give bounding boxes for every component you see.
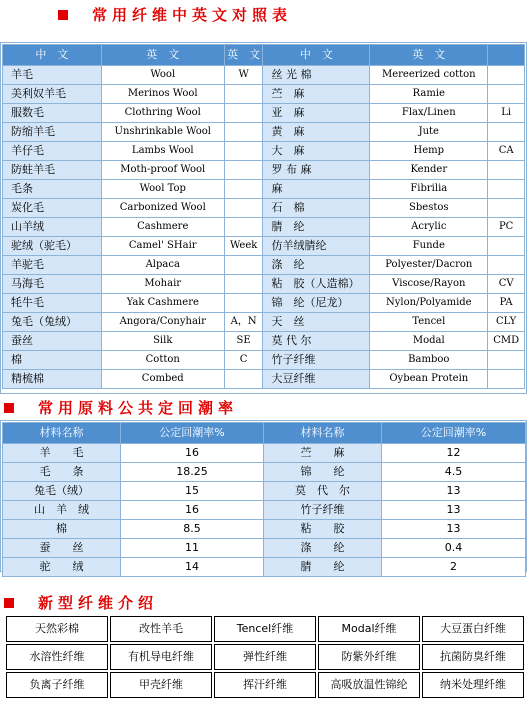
table-row bbox=[3, 66, 525, 85]
table-cell: 驼 绒 bbox=[3, 558, 121, 577]
table-row bbox=[6, 644, 524, 670]
table-cell: Ramie bbox=[370, 85, 488, 104]
table-cell: 毛条 bbox=[3, 180, 102, 199]
header-cell bbox=[488, 45, 525, 66]
table-cell bbox=[488, 351, 525, 370]
table-cell: 竹子纤维 bbox=[264, 501, 382, 520]
table-row bbox=[3, 142, 525, 161]
table-cell: 14 bbox=[121, 558, 264, 577]
section-title-fiber-names bbox=[0, 4, 529, 25]
fiber-item: 高吸放温性锦纶 bbox=[318, 672, 420, 698]
table-cell: 仿羊绒腈纶 bbox=[263, 237, 370, 256]
section-title-moisture-regain bbox=[0, 397, 529, 418]
table-cell: 粘 胶（人造棉） bbox=[263, 275, 370, 294]
table-cell: Unshrinkable Wool bbox=[101, 123, 224, 142]
table-cell: 腈 纶 bbox=[263, 218, 370, 237]
table-cell: Wool bbox=[101, 66, 224, 85]
table-row bbox=[6, 672, 524, 698]
table-cell: Modal bbox=[370, 332, 488, 351]
table-row bbox=[3, 370, 525, 389]
table-cell: Mereerized cotton bbox=[370, 66, 488, 85]
table-row bbox=[3, 539, 526, 558]
table-cell: CMD bbox=[488, 332, 525, 351]
table-cell: 精梳棉 bbox=[3, 370, 102, 389]
table-cell: 兔毛（兔绒） bbox=[3, 313, 102, 332]
table-row bbox=[3, 161, 525, 180]
table-cell bbox=[488, 85, 525, 104]
table-cell: Camel' SHair bbox=[101, 237, 224, 256]
header-cell: 英 文 bbox=[370, 45, 488, 66]
header-cell: 材料名称 bbox=[3, 423, 121, 444]
fiber-item: 水溶性纤维 bbox=[6, 644, 108, 670]
table-cell: Bamboo bbox=[370, 351, 488, 370]
table-cell: Moth-proof Wool bbox=[101, 161, 224, 180]
table-cell bbox=[488, 66, 525, 85]
section-title-text: 常用纤维中英文对照表 bbox=[92, 6, 293, 24]
table-cell: 苎 麻 bbox=[263, 85, 370, 104]
fiber-item: 大豆蛋白纤维 bbox=[422, 616, 524, 642]
table-cell: 牦牛毛 bbox=[3, 294, 102, 313]
table-cell bbox=[488, 123, 525, 142]
table-cell: W bbox=[224, 66, 263, 85]
header-cell: 中 文 bbox=[263, 45, 370, 66]
table-cell: Tencel bbox=[370, 313, 488, 332]
table-cell: 4.5 bbox=[382, 463, 526, 482]
table-cell: 马海毛 bbox=[3, 275, 102, 294]
table-cell: PC bbox=[488, 218, 525, 237]
header-cell: 公定回潮率% bbox=[121, 423, 264, 444]
table-row bbox=[3, 520, 526, 539]
table-cell: 粘 胶 bbox=[264, 520, 382, 539]
table-cell: 涤 纶 bbox=[264, 539, 382, 558]
fiber-item: 负离子纤维 bbox=[6, 672, 108, 698]
table-cell: 棉 bbox=[3, 520, 121, 539]
table-cell bbox=[224, 294, 263, 313]
table-row bbox=[3, 332, 525, 351]
table-cell: 羊仔毛 bbox=[3, 142, 102, 161]
table-row bbox=[3, 199, 525, 218]
new-fiber-grid bbox=[4, 614, 526, 700]
table-cell bbox=[224, 218, 263, 237]
table-cell: Wool Top bbox=[101, 180, 224, 199]
table-cell: 丝 光 棉 bbox=[263, 66, 370, 85]
table-cell: Silk bbox=[101, 332, 224, 351]
table-row bbox=[3, 218, 525, 237]
table-row bbox=[3, 275, 525, 294]
table-cell: Week bbox=[224, 237, 263, 256]
fiber-item: 弹性纤维 bbox=[214, 644, 316, 670]
table-cell: 美利奴羊毛 bbox=[3, 85, 102, 104]
table-cell: Fibrilia bbox=[370, 180, 488, 199]
fiber-item: 抗菌防臭纤维 bbox=[422, 644, 524, 670]
table-cell: PA bbox=[488, 294, 525, 313]
table-cell: 炭化毛 bbox=[3, 199, 102, 218]
table-cell bbox=[488, 237, 525, 256]
table-cell: CA bbox=[488, 142, 525, 161]
table-cell: Clothring Wool bbox=[101, 104, 224, 123]
table-cell: 16 bbox=[121, 444, 264, 463]
table-cell bbox=[488, 256, 525, 275]
table-cell: Merinos Wool bbox=[101, 85, 224, 104]
moisture-regain-table bbox=[2, 422, 526, 577]
table-row bbox=[3, 294, 525, 313]
table-cell: Kender bbox=[370, 161, 488, 180]
fiber-item: 挥汗纤维 bbox=[214, 672, 316, 698]
table-cell bbox=[224, 123, 263, 142]
table-cell: 大豆纤维 bbox=[263, 370, 370, 389]
table-cell: 兔毛（绒） bbox=[3, 482, 121, 501]
table-row bbox=[6, 616, 524, 642]
section-title-new-fibers bbox=[0, 592, 529, 613]
fiber-name-table bbox=[2, 44, 525, 389]
table-cell bbox=[488, 161, 525, 180]
header-cell: 公定回潮率% bbox=[382, 423, 526, 444]
table-cell bbox=[224, 104, 263, 123]
table-cell: C bbox=[224, 351, 263, 370]
table-cell: 15 bbox=[121, 482, 264, 501]
table-cell: 涤 纶 bbox=[263, 256, 370, 275]
table-cell: 13 bbox=[382, 482, 526, 501]
table-cell: Polyester/Dacron bbox=[370, 256, 488, 275]
table-cell: 8.5 bbox=[121, 520, 264, 539]
table-cell: A，N bbox=[224, 313, 263, 332]
table-cell: Sbestos bbox=[370, 199, 488, 218]
table-cell: 13 bbox=[382, 501, 526, 520]
table-cell: 羊毛 bbox=[3, 66, 102, 85]
table-cell: Viscose/Rayon bbox=[370, 275, 488, 294]
fiber-item: 防紫外纤维 bbox=[318, 644, 420, 670]
table-row bbox=[3, 313, 525, 332]
fiber-item: 甲壳纤维 bbox=[110, 672, 212, 698]
table-row bbox=[3, 558, 526, 577]
table-cell: Mohair bbox=[101, 275, 224, 294]
table-cell: 莫 代 尔 bbox=[264, 482, 382, 501]
table-cell: SE bbox=[224, 332, 263, 351]
table-cell bbox=[224, 161, 263, 180]
table-cell: 罗 布 麻 bbox=[263, 161, 370, 180]
table-cell: Oybean Protein bbox=[370, 370, 488, 389]
table-cell: 竹子纤维 bbox=[263, 351, 370, 370]
table-cell: 2 bbox=[382, 558, 526, 577]
table-cell: 棉 bbox=[3, 351, 102, 370]
table-cell: 石 棉 bbox=[263, 199, 370, 218]
table-cell bbox=[224, 199, 263, 218]
table-cell: Lambs Wool bbox=[101, 142, 224, 161]
section-title-text: 新型纤维介绍 bbox=[38, 594, 159, 612]
table-cell: 黄 麻 bbox=[263, 123, 370, 142]
header-cell: 英 文 bbox=[224, 45, 263, 66]
section-title-text: 常用原料公共定回潮率 bbox=[38, 399, 239, 417]
table-cell: Jute bbox=[370, 123, 488, 142]
table-cell: 16 bbox=[121, 501, 264, 520]
fiber-item: 天然彩棉 bbox=[6, 616, 108, 642]
table-cell: Combed bbox=[101, 370, 224, 389]
table-row bbox=[3, 180, 525, 199]
table-cell bbox=[224, 256, 263, 275]
table-cell: 大 麻 bbox=[263, 142, 370, 161]
table-cell: 毛 条 bbox=[3, 463, 121, 482]
fiber-item: 有机导电纤维 bbox=[110, 644, 212, 670]
table-cell bbox=[488, 370, 525, 389]
table-header-row bbox=[3, 423, 526, 444]
table-cell bbox=[224, 370, 263, 389]
red-square-icon bbox=[4, 403, 14, 413]
table-cell: 苎 麻 bbox=[264, 444, 382, 463]
table-cell: Li bbox=[488, 104, 525, 123]
table-cell: 防缩羊毛 bbox=[3, 123, 102, 142]
header-cell: 中 文 bbox=[3, 45, 102, 66]
table-row bbox=[3, 482, 526, 501]
table-cell: Hemp bbox=[370, 142, 488, 161]
red-square-icon bbox=[58, 10, 68, 20]
table-row bbox=[3, 104, 525, 123]
table-header-row bbox=[3, 45, 525, 66]
table-cell: 麻 bbox=[263, 180, 370, 199]
table-row bbox=[3, 237, 525, 256]
table-cell: 羊 毛 bbox=[3, 444, 121, 463]
table-cell bbox=[224, 275, 263, 294]
table-cell: 锦 纶 bbox=[264, 463, 382, 482]
table-cell: 12 bbox=[382, 444, 526, 463]
fiber-item: 改性羊毛 bbox=[110, 616, 212, 642]
table-cell: 13 bbox=[382, 520, 526, 539]
table-cell: 蚕 丝 bbox=[3, 539, 121, 558]
table-row bbox=[3, 85, 525, 104]
table-cell: Funde bbox=[370, 237, 488, 256]
table-cell: 莫 代 尔 bbox=[263, 332, 370, 351]
table-cell bbox=[224, 180, 263, 199]
table-row bbox=[3, 501, 526, 520]
table-cell: 山 羊 绒 bbox=[3, 501, 121, 520]
table-cell: 天 丝 bbox=[263, 313, 370, 332]
table-row bbox=[3, 256, 525, 275]
table-row bbox=[3, 444, 526, 463]
table-cell: Flax/Linen bbox=[370, 104, 488, 123]
table-cell bbox=[488, 180, 525, 199]
table-cell: 羊驼毛 bbox=[3, 256, 102, 275]
table-cell: CV bbox=[488, 275, 525, 294]
header-cell: 英 文 bbox=[101, 45, 224, 66]
table-cell: Yak Cashmere bbox=[101, 294, 224, 313]
table-cell: Nylon/Polyamide bbox=[370, 294, 488, 313]
header-cell: 材料名称 bbox=[264, 423, 382, 444]
table-cell: CLY bbox=[488, 313, 525, 332]
table-cell: 0.4 bbox=[382, 539, 526, 558]
table-cell: 腈 纶 bbox=[264, 558, 382, 577]
fiber-item: Tencel纤维 bbox=[214, 616, 316, 642]
table-cell bbox=[224, 142, 263, 161]
table-cell: Cotton bbox=[101, 351, 224, 370]
table-cell: 18.25 bbox=[121, 463, 264, 482]
table-cell: 防蛀羊毛 bbox=[3, 161, 102, 180]
table-cell: 蚕丝 bbox=[3, 332, 102, 351]
fiber-item: Modal纤维 bbox=[318, 616, 420, 642]
table-cell: Carbonized Wool bbox=[101, 199, 224, 218]
table-cell: 服数毛 bbox=[3, 104, 102, 123]
fiber-item: 纳米处理纤维 bbox=[422, 672, 524, 698]
table-cell: Cashmere bbox=[101, 218, 224, 237]
red-square-icon bbox=[4, 598, 14, 608]
table-cell: Angora/Conyhair bbox=[101, 313, 224, 332]
table-cell: 锦 纶（尼龙） bbox=[263, 294, 370, 313]
table-row bbox=[3, 463, 526, 482]
table-cell: Alpaca bbox=[101, 256, 224, 275]
table-cell bbox=[224, 85, 263, 104]
table-row bbox=[3, 351, 525, 370]
table-cell: 驼绒（驼毛） bbox=[3, 237, 102, 256]
table-cell bbox=[488, 199, 525, 218]
table-cell: Acrylic bbox=[370, 218, 488, 237]
table-cell: 亚 麻 bbox=[263, 104, 370, 123]
table-row bbox=[3, 123, 525, 142]
table-cell: 山羊绒 bbox=[3, 218, 102, 237]
table-cell: 11 bbox=[121, 539, 264, 558]
